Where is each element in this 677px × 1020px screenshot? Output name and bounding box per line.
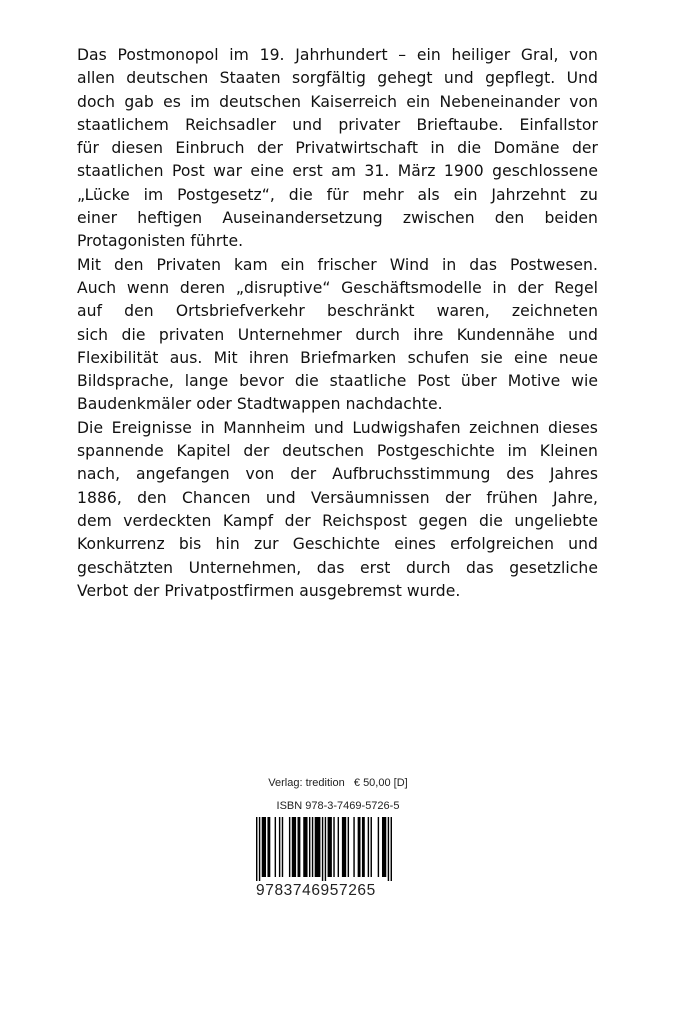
paragraph-3 (77, 417, 598, 603)
isbn-label: ISBN 978-3-7469-5726-5 (276, 800, 400, 812)
text-line: Das Postmonopol im 19. Jahrhundert – ein heiliger Gral, von (77, 46, 598, 64)
text-line: staatlichem Reichsadler und privater Brieftaube. Einfallstor (77, 115, 598, 134)
text-line: allen deutschen Staaten sorgfältig gehegt und gepflegt. Und (77, 69, 598, 88)
text-line: geschätzten Unternehmen, das erst durch das gesetzliche (77, 558, 598, 577)
barcode-bar (388, 817, 389, 881)
barcode-bar (292, 817, 296, 877)
publisher-label: Verlag: tredition (268, 777, 345, 789)
barcode-bar (298, 817, 301, 877)
barcode-bar (309, 817, 310, 877)
price-label: € 50,00 [D] (353, 777, 408, 789)
text-line: Verbot der Privatpostfirmen ausgebremst wurde. (77, 581, 461, 600)
ean-barcode (256, 817, 392, 881)
barcode-bar (256, 817, 257, 881)
barcode-bar (259, 817, 260, 881)
barcode-bar (282, 817, 283, 877)
barcode-bar (315, 817, 321, 877)
text-line: auf den Ortsbriefverkehr beschränkt waren, zeichneten (77, 302, 598, 321)
text-line: Konkurrenz bis hin zur Geschichte eines erfolgreichen und (77, 535, 598, 554)
publisher-price-line (253, 776, 423, 790)
text-line: 1886, den Chancen und Versäumnissen der frühen Jahre, (77, 488, 598, 507)
text-line: für diesen Einbruch der Privatwirtschaft in die Domäne der (77, 139, 598, 158)
text-line: nach, angefangen von der Aufbruchsstimmung des Jahres (77, 465, 598, 484)
text-line: Baudenkmäler oder Stadtwappen nachdachte. (77, 395, 443, 414)
paragraph-1 (77, 44, 598, 254)
text-line: doch gab es im deutschen Kaiserreich ein Nebeneinander von (77, 92, 598, 111)
text-line: Auch wenn deren „disruptive“ Geschäftsmodelle in der Regel (77, 278, 598, 297)
barcode-bar (303, 817, 307, 877)
barcode-bar (382, 817, 386, 877)
text-line: staatlichen Post war eine erst am 31. März 1900 geschlossene (77, 162, 598, 181)
barcode-bar (267, 817, 270, 877)
barcode-bar (279, 817, 280, 877)
imprint-block (253, 776, 423, 900)
barcode-bar (362, 817, 365, 877)
paragraph-2 (77, 254, 598, 417)
barcode-bar (391, 817, 392, 881)
barcode-bar (328, 817, 332, 877)
ean-number: 9783746957265 (256, 882, 376, 899)
barcode-bar (348, 817, 349, 877)
text-line: dem verdeckten Kampf der Reichspost gegen die ungeliebte (77, 511, 598, 530)
barcode-bar (289, 817, 290, 877)
text-line: „Lücke im Postgesetz“, die für mehr als ein Jahrzehnt zu (77, 185, 598, 204)
text-line: spannende Kapitel der deutschen Postgeschichte im Kleinen (77, 442, 598, 461)
barcode-bar (275, 817, 276, 877)
text-line: Protagonisten führte. (77, 232, 244, 251)
barcode-bar (312, 817, 313, 877)
barcode-bar (358, 817, 361, 877)
barcode-bar (353, 817, 354, 877)
text-line: Mit den Privaten kam ein frischer Wind in das Postwesen. (77, 255, 598, 274)
description-text (77, 44, 598, 603)
barcode-bar (378, 817, 379, 877)
barcode-bar (262, 817, 266, 877)
barcode-bar (338, 817, 339, 877)
text-line: einer heftigen Auseinandersetzung zwischen den beiden (77, 209, 598, 228)
text-line: Die Ereignisse in Mannheim und Ludwigshafen zeichnen dieses (77, 418, 598, 437)
text-line: sich die privaten Unternehmer durch ihre Kundennähe und (77, 325, 598, 344)
barcode-bar (342, 817, 346, 877)
barcode-bar (325, 817, 326, 881)
barcode-bar (333, 817, 334, 877)
text-line: Flexibilität aus. Mit ihren Briefmarken schufen sie eine neue (77, 348, 598, 367)
barcode-bar (371, 817, 372, 877)
text-line: Bildsprache, lange bevor die staatliche Post über Motive wie (77, 372, 598, 391)
barcode-bar (322, 817, 323, 881)
barcode-bar (368, 817, 369, 877)
